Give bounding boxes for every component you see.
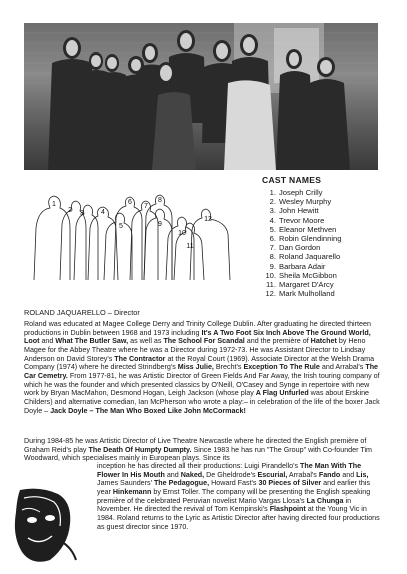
bio-text: at the Royal Court (1969). Associate Director at the Welsh Drama Company (1974) where he directed Strindberg's bbox=[24, 354, 375, 372]
bio-text: was about Erskine Childers) and alternative comedian, Ian McPherson who wrote a play:– in celebration of the life of the boxer Jack Doyle – bbox=[24, 389, 380, 415]
figure-number: 6 bbox=[128, 199, 132, 206]
bold-title: The Man With The Flower In His Mouth bbox=[97, 462, 362, 479]
figure-number: 1 bbox=[52, 201, 56, 208]
figure-number: 5 bbox=[119, 223, 123, 230]
cast-item: 12. Mark Mulholland bbox=[265, 289, 335, 299]
figure-number: 10 bbox=[178, 230, 186, 237]
cast-outline-key bbox=[26, 188, 246, 288]
bio-text: in November. He directed the revival of Tom Kempinski's bbox=[97, 496, 352, 514]
bold-title: Lis, bbox=[356, 470, 369, 479]
cast-item: 11. Margaret D'Arcy bbox=[266, 280, 334, 290]
bio-text: Since 1983 he has run "The Group" with Co-founder Tim Woodward, which specialises mainly in European plays. Since its bbox=[24, 445, 372, 463]
bold-title: Hinkemann bbox=[112, 487, 152, 496]
bio-text: and earlier this year bbox=[97, 479, 371, 496]
figure-number: 7 bbox=[144, 203, 148, 210]
bio-paragraph-2 bbox=[24, 437, 382, 463]
cast-item: 10. Sheila McGibbon bbox=[265, 270, 337, 280]
bold-title: A Flag Unfurled bbox=[255, 389, 309, 398]
bio-text: Arrabal's bbox=[287, 470, 319, 479]
bio-text: During 1984-85 he was Artistic Director of Live Theatre Newcastle where he directed the English première of Graham Reid's play bbox=[24, 437, 367, 454]
bold-title: Flashpoint bbox=[269, 505, 306, 514]
bio-text: and the première of bbox=[244, 337, 311, 346]
bold-title: The Death Of Humpty Dumpty. bbox=[88, 445, 192, 454]
figure-number: 11 bbox=[186, 243, 194, 250]
bio-paragraph-3 bbox=[97, 462, 382, 531]
cast-item: 7. Dan Gordon bbox=[269, 243, 321, 253]
bold-title: Naked, bbox=[180, 470, 205, 479]
bio-text: inception he has directed all their productions: Luigi Pirandello's bbox=[97, 462, 301, 470]
bold-title: 30 Pieces of Silver bbox=[258, 479, 322, 488]
bold-title: The School For Scandal bbox=[163, 337, 245, 346]
bold-title: Miss Julie, bbox=[177, 363, 214, 372]
bio-text: De Gheldrode's bbox=[204, 470, 258, 479]
bio-text: Roland was educated at Magee College Derry and Trinity College Dublin. After graduating he directed thirteen productions in Dublin between 1968 and 1973 including bbox=[24, 320, 371, 337]
cast-item: 4. Trevor Moore bbox=[269, 215, 325, 225]
bold-title: Hatchet bbox=[310, 337, 337, 346]
theatre-mask-logo bbox=[10, 486, 80, 566]
cast-group-photo bbox=[24, 23, 378, 170]
figure-number: 8 bbox=[158, 197, 162, 204]
bio-text: by Ernst Toller. The company will be presenting the English speaking première of the celebrated Peruvian novelist Mario Vargas Llosa's bbox=[97, 487, 371, 505]
bio-text: From 1977-81, he was Artistic Director of Green Fields And Far Away, the Irish touring company of which he was the founder and which presented classics by O'Neill, O'Casey and Synge in repertoire with new work by Bryan MacMahon, Desmond Hogan, Leigh Jackson (whose play bbox=[24, 371, 380, 398]
figure-number: 4 bbox=[101, 209, 105, 216]
bio-text: and bbox=[164, 470, 181, 479]
bold-title: The Pedagogue, bbox=[153, 479, 210, 488]
bio-text: Brecht's bbox=[213, 363, 244, 372]
bio-text: at the Young Vic in 1984. Roland returns to the Lyric as Artistic Director after having directed four productions as guest director since 1970. bbox=[97, 505, 380, 531]
cast-list bbox=[262, 188, 341, 298]
director-heading: ROLAND JAQUARELLO – Director bbox=[24, 308, 140, 317]
bold-title: The Car Cemetry. bbox=[24, 363, 379, 380]
cast-item: 5. Eleanor Methven bbox=[269, 224, 337, 234]
bold-title: It's A Two Foot Six Inch Above The Ground World, Loot bbox=[24, 328, 371, 346]
bio-text: and bbox=[340, 470, 357, 479]
figure-number: 3 bbox=[80, 210, 84, 217]
cast-item: 8. Roland Jaquarello bbox=[269, 252, 341, 262]
cast-item: 1. Joseph Crilly bbox=[269, 188, 323, 197]
cast-item: 3. John Hewitt bbox=[269, 206, 319, 216]
bold-title: Exception To The Rule bbox=[243, 363, 320, 372]
bio-text: and bbox=[39, 337, 56, 346]
bold-title: Jack Doyle – The Man Who Boxed Like John McCormack! bbox=[50, 406, 246, 415]
cast-names-heading: CAST NAMES bbox=[262, 175, 322, 185]
bio-text: James Saunders' bbox=[97, 479, 154, 488]
bio-text: by Heno Magee for the Abbey Theatre where he was a Director during 1972-73. He was Assistant Director to Lindsay Anderson on David Storey's bbox=[24, 337, 366, 363]
bold-title: La Chunga bbox=[306, 496, 344, 505]
bold-title: The Contractor bbox=[114, 354, 166, 363]
figure-number: 12 bbox=[204, 216, 212, 223]
figure-number: 9 bbox=[158, 221, 162, 228]
cast-item: 2. Wesley Murphy bbox=[269, 197, 332, 207]
bio-paragraph-1 bbox=[24, 320, 382, 415]
bold-title: What The Butler Saw, bbox=[55, 337, 129, 346]
bio-text: Howard Fast's bbox=[209, 479, 259, 488]
bold-title: Escurial, bbox=[257, 470, 288, 479]
bio-text: and Arrabal's bbox=[319, 363, 366, 372]
cast-item: 9. Barbara Adair bbox=[269, 261, 326, 271]
cast-item: 6. Robin Glendinning bbox=[269, 234, 342, 244]
bold-title: Fando bbox=[318, 470, 341, 479]
bio-text: as well as bbox=[128, 337, 164, 346]
figure-number: 2 bbox=[68, 207, 72, 214]
